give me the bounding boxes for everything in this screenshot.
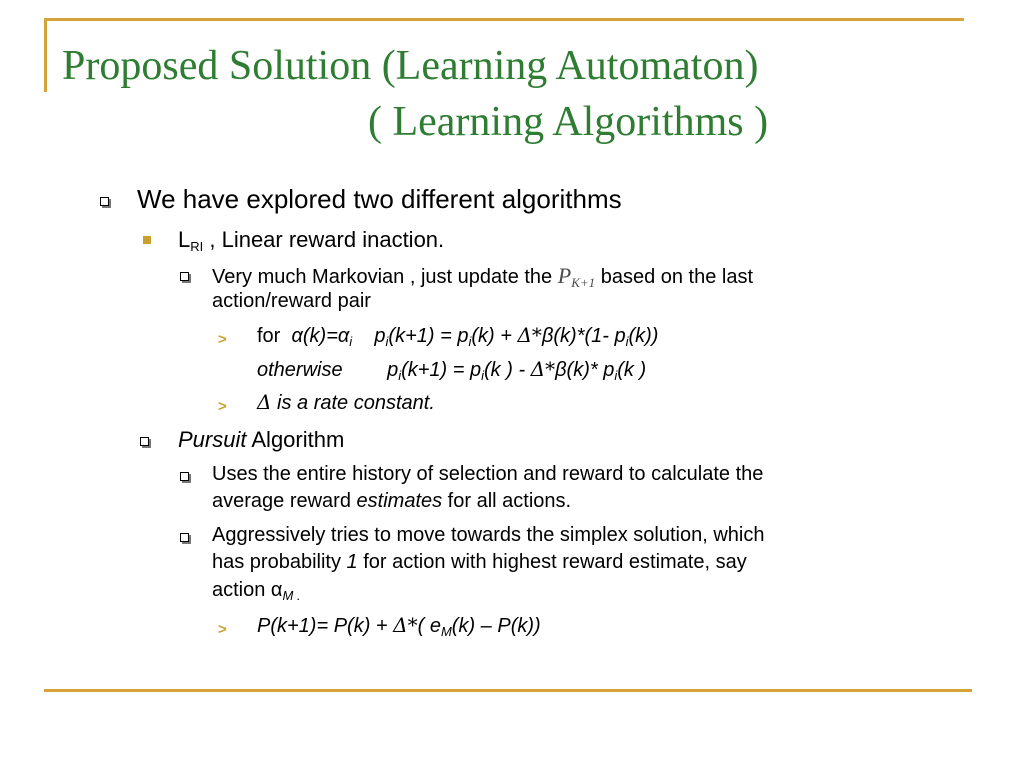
lri-equation-2: otherwise $p_i(k+1) = p_i(k$ ) - Δ*β(k)* $p_i(k$ ) [257,357,647,383]
lri-heading: $L_{RI}$ , Linear reward inaction. [178,227,445,254]
left-accent-bar [44,18,47,92]
pursuit-bullet-1-line2: average reward estimates for all actions. [212,490,572,512]
title-line-1: Proposed Solution (Learning Automaton) [62,43,759,89]
bullet-square-icon [180,472,189,481]
bullet-square-icon [180,533,189,542]
intro-text: We have explored two different algorithms [137,184,622,214]
lri-equation-1: for $\alpha(k)=\alpha_i$ $p_i(k+1) = p_i(k) + \Delta*\beta(k)*(1-$ $p_i(k)$) [257,323,659,349]
pursuit-bullet-1: Uses the entire history of selection and reward to calculate the [212,463,764,485]
chevron-bullet-icon: > [218,398,227,415]
bullet-square-icon [100,197,109,206]
bottom-rule [44,689,972,692]
pursuit-equation: P(k+1)= P(k) + Δ*( $e_M(k) - P(k)$) [257,613,541,639]
lri-description-line2: action/reward pair [212,290,371,312]
pursuit-bullet-2: Aggressively tries to move towards the simplex solution, which [212,524,765,546]
slide-title [62,38,1002,150]
title-line-2: ( Learning Algorithms ) [368,99,769,145]
bullet-square-icon [180,272,189,281]
bullet-filled-icon [143,236,151,244]
pursuit-heading: Pursuit Algorithm [178,427,345,452]
chevron-bullet-icon: > [218,621,227,638]
pursuit-bullet-2-line3: action $\alpha_{M .}$ [212,579,301,603]
pursuit-bullet-2-line2: has probability 1 for action with highest reward estimate, say [212,551,747,573]
lri-description: Very much Markovian , just update the $P_{K+1}$ based on the last [212,263,754,290]
top-rule [44,18,964,21]
bullet-square-icon [140,437,149,446]
rate-constant-note: Δ is a rate constant. [257,390,435,414]
chevron-bullet-icon: > [218,331,227,348]
